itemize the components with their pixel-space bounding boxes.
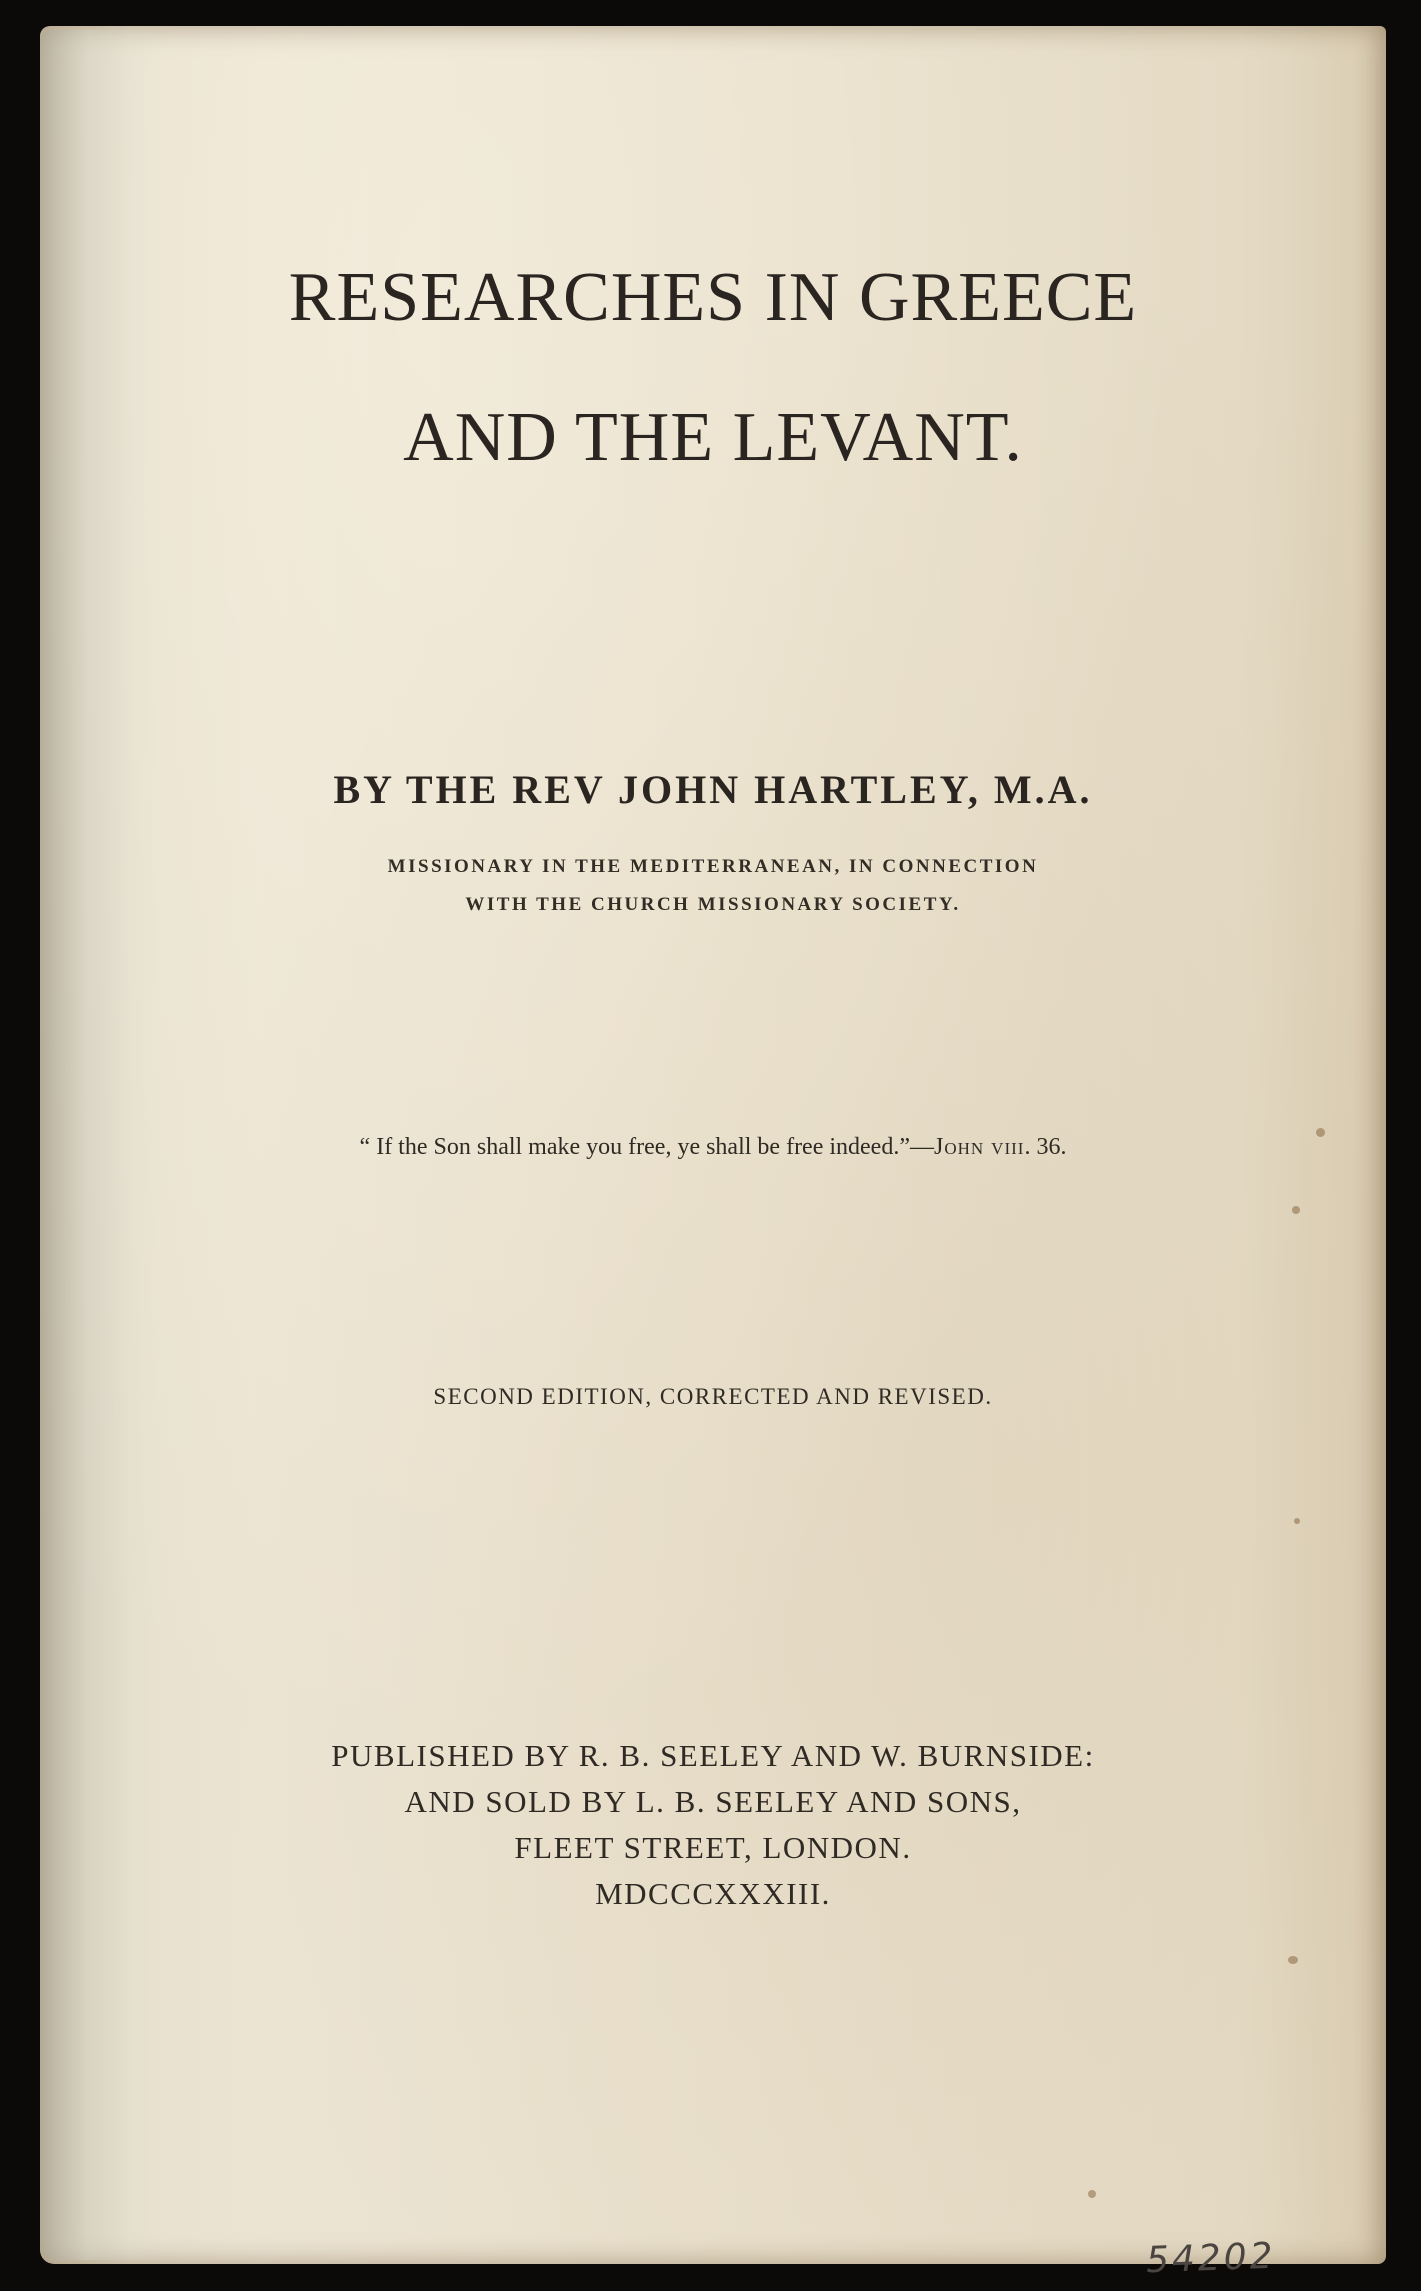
foxing-spot <box>1294 1518 1300 1524</box>
accession-number: 54202 <box>1145 2235 1277 2282</box>
imprint-line-2: AND SOLD BY L. B. SEELEY AND SONS, <box>404 1784 1022 1819</box>
title-line-2: AND THE LEVANT. <box>403 399 1023 476</box>
author-role-line-1: MISSIONARY IN THE MEDITERRANEAN, IN CONNECTION <box>387 856 1039 877</box>
foxing-spot <box>1316 1128 1325 1137</box>
title-page <box>40 26 1386 2282</box>
epigraph-text: “ If the Son shall make you free, ye shall be free indeed.”— <box>359 1134 934 1160</box>
foxing-spot <box>1292 1206 1300 1214</box>
foxing-spot <box>1288 1956 1298 1964</box>
foxing-spot <box>1088 2190 1096 2198</box>
author-byline: BY THE REV JOHN HARTLEY, M.A. <box>333 767 1093 812</box>
author-role-line-2: WITH THE CHURCH MISSIONARY SOCIETY. <box>465 894 961 915</box>
epigraph-reference-verse: . 36. <box>1024 1134 1067 1160</box>
epigraph <box>40 1134 1386 1161</box>
epigraph-reference-book: John viii <box>934 1134 1025 1160</box>
edition-statement: SECOND EDITION, CORRECTED AND REVISED. <box>433 1384 993 1409</box>
imprint-line-4: MDCCCXXXIII. <box>595 1876 831 1911</box>
imprint-line-3: FLEET STREET, LONDON. <box>514 1830 912 1865</box>
imprint-line-1: PUBLISHED BY R. B. SEELEY AND W. BURNSIDE: <box>331 1738 1095 1773</box>
title-line-1: RESEARCHES IN GREECE <box>288 259 1138 336</box>
